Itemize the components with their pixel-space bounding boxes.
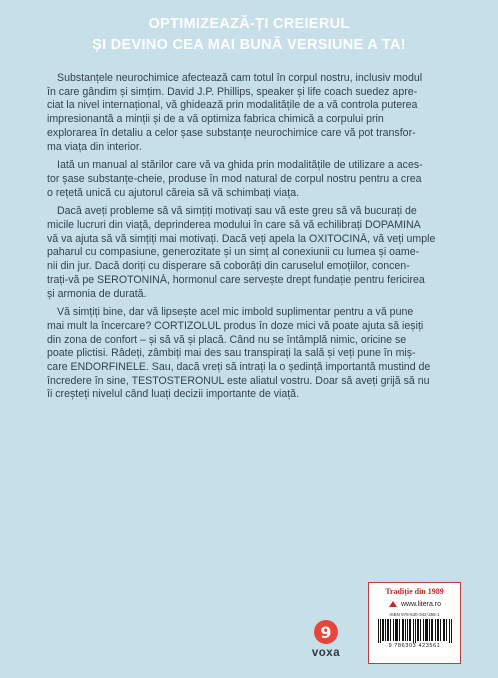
description-text xyxy=(47,72,463,407)
text-line: încredere în sine, TESTOSTERONUL este aliatul vostru. Doar să aveți grijă să nu xyxy=(47,374,430,387)
text-line: ciat la nivel internațional, vă ghidează prin modalitățile de a vă controla puterea xyxy=(47,99,418,112)
text-line: impresionantă a minții și de a vă optimiza fabrica chimică a corpului prin xyxy=(47,113,384,126)
paragraph-3 xyxy=(47,205,463,301)
text-line: și armonia de durată. xyxy=(47,287,147,300)
text-line: o rețetă unică cu ajutorul căreia să vă schimbați viața. xyxy=(47,186,300,199)
text-line: poate plictisi. Râdeți, zâmbiți mai des sau transpirați la sală și veți pune în miș- xyxy=(47,347,416,360)
headline-line-1: OPTIMIZEAZĂ-ȚI CREIERUL xyxy=(148,16,350,32)
text-line: nii din jur. Dacă doriți cu disperare să coborâți din caruselul emoțiilor, concen- xyxy=(47,260,410,273)
text-line: mai mult la încercare? CORTIZOLUL produs în doze mici vă poate ajuta să ieșiți xyxy=(47,319,424,332)
website-row xyxy=(369,600,460,608)
text-line: vă va ajuta să vă simțiți mai motivați. Dacă veți apela la OXITOCINĂ, vă veți umple xyxy=(47,232,436,245)
voxa-badge-icon: 9 xyxy=(314,620,338,644)
paragraph-1 xyxy=(47,72,463,154)
text-line: din zona de confort – și să vă și placă. Când nu se întâmplă nimic, oricine se xyxy=(47,333,407,346)
paragraph-4 xyxy=(47,306,463,402)
publisher-logo xyxy=(300,620,352,659)
tradition-label: Tradiție din 1989 xyxy=(385,587,444,596)
litera-logo-icon xyxy=(388,600,398,608)
text-line: tor șase substanțe-cheie, produse în mod natural de corpul nostru pentru a crea xyxy=(47,172,422,185)
isbn-label: ISBN 978-630-342-356-1 xyxy=(389,612,440,617)
publisher-name: voxa xyxy=(311,647,341,659)
text-line: care ENDORFINELE. Sau, dacă vreți să intrați la o ședință importantă mustind de xyxy=(47,361,431,374)
website-url: www.litera.ro xyxy=(400,600,442,608)
headline xyxy=(0,14,498,56)
text-line: paharul cu compasiune, generozitate și un simț al conexiunii cu lumea și oame- xyxy=(47,246,420,259)
text-line: Substanțele neurochimice afectează cam totul în corpul nostru, inclusiv modul xyxy=(57,72,423,84)
barcode-icon xyxy=(378,619,452,643)
text-line: ma viața din interior. xyxy=(47,140,142,153)
headline-line-2: ȘI DEVINO CEA MAI BUNĂ VERSIUNE A TA! xyxy=(92,37,406,53)
text-line: micile lucruri din viață, deprinderea modului în care să vă echilibrați DOPAMINA xyxy=(47,219,421,232)
text-line: în care gândim și simțim. David J.P. Phillips, speaker și life coach suedez apre- xyxy=(47,85,418,98)
paragraph-2 xyxy=(47,159,463,200)
barcode-digits: 9 786303 423561 xyxy=(388,643,441,649)
barcode-sticker xyxy=(368,582,461,664)
text-line: Vă simțiți bine, dar vă lipsește acel mic imbold suplimentar pentru a vă pune xyxy=(57,306,414,319)
text-line: trați-vă pe SEROTONINĂ, hormonul care servește drept fundație pentru fericirea xyxy=(47,273,425,286)
text-line: explorarea în detaliu a celor șase substanțe neurochimice care vă pot transfor- xyxy=(47,126,416,139)
text-line: îi creșteți nivelul când luați decizii importante de viață. xyxy=(47,388,300,401)
text-line: Iată un manual al stărilor care vă va ghida prin modalitățile de utilizare a aces- xyxy=(57,159,423,172)
text-line: Dacă aveți probleme să vă simțiți motivați sau vă este greu să vă bucurați de xyxy=(57,205,417,218)
